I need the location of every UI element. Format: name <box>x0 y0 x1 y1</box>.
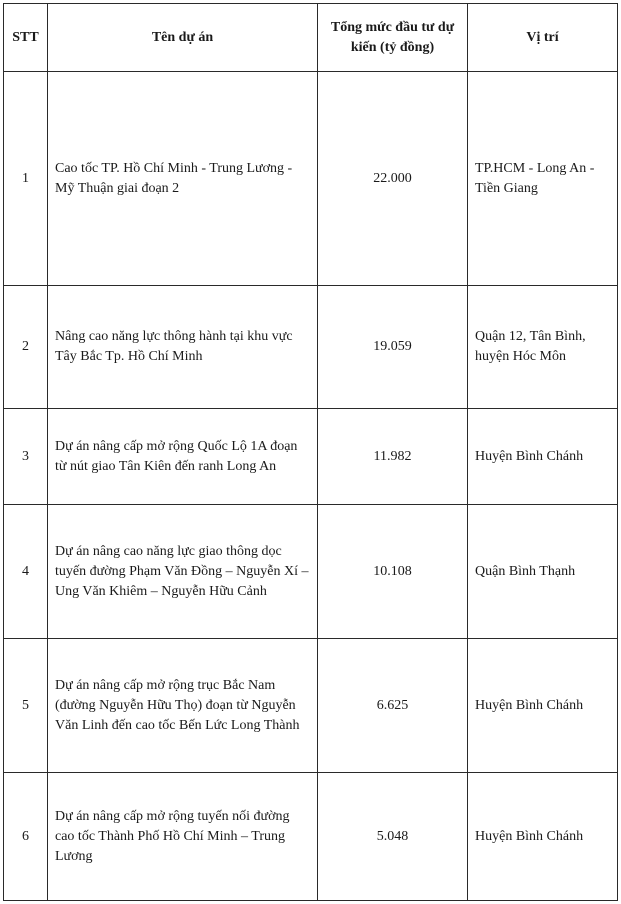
cell-name: Nâng cao năng lực thông hành tại khu vực Tây Bắc Tp. Hồ Chí Minh <box>48 286 318 409</box>
cell-location: Quận Bình Thạnh <box>468 505 618 639</box>
cell-investment: 22.000 <box>318 72 468 286</box>
cell-location: TP.HCM - Long An - Tiền Giang <box>468 72 618 286</box>
cell-location: Huyện Bình Chánh <box>468 409 618 505</box>
header-location: Vị trí <box>468 4 618 72</box>
cell-investment: 6.625 <box>318 639 468 773</box>
table-row <box>4 773 618 901</box>
cell-location: Quận 12, Tân Bình, huyện Hóc Môn <box>468 286 618 409</box>
table-row <box>4 72 618 286</box>
header-row <box>4 4 618 72</box>
header-name: Tên dự án <box>48 4 318 72</box>
table-row <box>4 409 618 505</box>
cell-location: Huyện Bình Chánh <box>468 639 618 773</box>
cell-name: Dự án nâng cấp mở rộng trục Bắc Nam (đường Nguyễn Hữu Thọ) đoạn từ Nguyễn Văn Linh đến cao tốc Bến Lức Long Thành <box>48 639 318 773</box>
header-investment: Tổng mức đầu tư dự kiến (tỷ đồng) <box>318 4 468 72</box>
cell-stt: 2 <box>4 286 48 409</box>
cell-investment: 10.108 <box>318 505 468 639</box>
table-row <box>4 639 618 773</box>
cell-name: Dự án nâng cấp mở rộng tuyến nối đường cao tốc Thành Phố Hồ Chí Minh – Trung Lương <box>48 773 318 901</box>
cell-stt: 1 <box>4 72 48 286</box>
cell-investment: 11.982 <box>318 409 468 505</box>
cell-name: Cao tốc TP. Hồ Chí Minh - Trung Lương - Mỹ Thuận giai đoạn 2 <box>48 72 318 286</box>
cell-name: Dự án nâng cấp mở rộng Quốc Lộ 1A đoạn từ nút giao Tân Kiên đến ranh Long An <box>48 409 318 505</box>
table-row <box>4 505 618 639</box>
cell-stt: 3 <box>4 409 48 505</box>
cell-stt: 4 <box>4 505 48 639</box>
cell-name: Dự án nâng cao năng lực giao thông dọc tuyến đường Phạm Văn Đồng – Nguyễn Xí – Ung Văn Khiêm – Nguyễn Hữu Cảnh <box>48 505 318 639</box>
header-stt: STT <box>4 4 48 72</box>
cell-stt: 6 <box>4 773 48 901</box>
cell-investment: 5.048 <box>318 773 468 901</box>
cell-location: Huyện Bình Chánh <box>468 773 618 901</box>
cell-stt: 5 <box>4 639 48 773</box>
projects-table <box>3 3 618 901</box>
cell-investment: 19.059 <box>318 286 468 409</box>
table-row <box>4 286 618 409</box>
